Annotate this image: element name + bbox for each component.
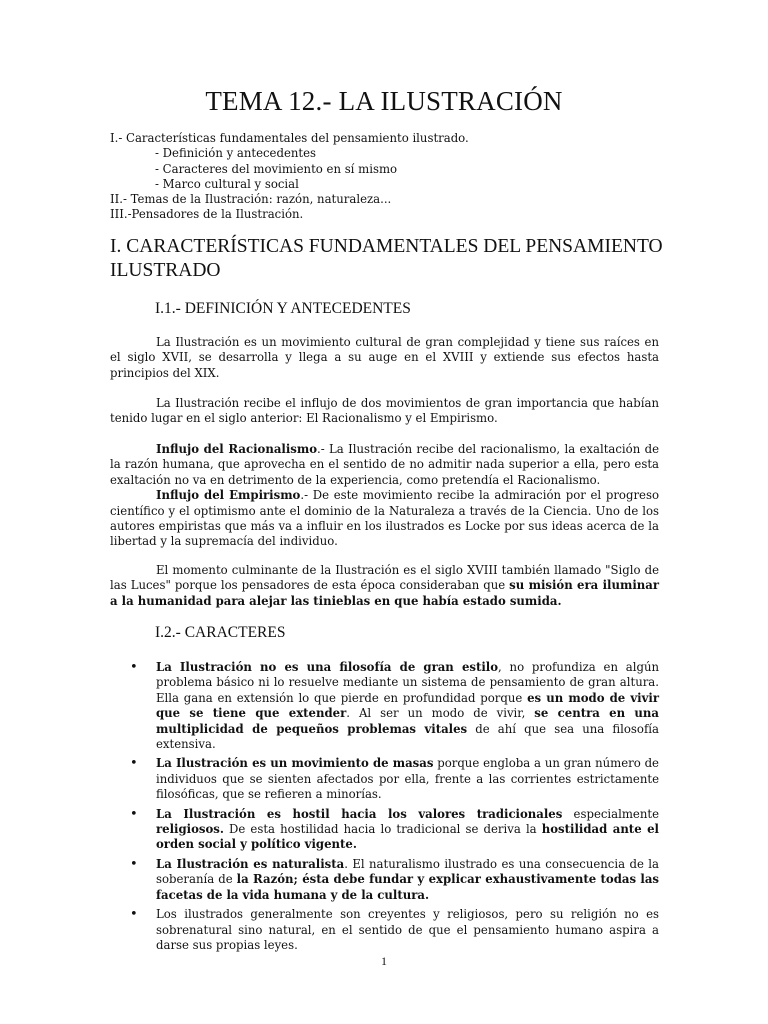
list-text: porque engloba a un gran número de individuos que se sienten afectados por ella, frente a las corrientes estrictamente filosóficas, que se refieren a minorías. (156, 756, 659, 802)
paragraph-siglo-luces (110, 563, 659, 609)
subsection-heading-definicion: I.1.- DEFINICIÓN Y ANTECEDENTES (155, 300, 411, 317)
paragraph-text: El momento culminante de la Ilustración es el siglo XVIII también llamado "Siglo de las Luces" porque los pensadores de esta época consideraban que (110, 563, 659, 593)
bullet-icon: • (130, 806, 138, 822)
list-item (110, 857, 659, 903)
bullet-icon: • (130, 756, 138, 772)
toc-item: - Definición y antecedentes (155, 146, 316, 161)
bullet-icon: • (130, 660, 138, 675)
list-text: . Al ser un modo de vivir, (346, 706, 535, 721)
bullet-icon: • (130, 907, 138, 923)
toc-item: - Caracteres del movimiento en sí mismo (155, 161, 398, 176)
toc-item: I.- Características fundamentales del pensamiento ilustrado. (110, 131, 469, 145)
toc-item: - Marco cultural y social (155, 176, 299, 191)
page-number: 1 (381, 954, 387, 968)
list-text: , no profundiza en algún problema básico ni lo resuelve mediante un sistema de pensamiento de gran altura. Ella gana en extensión lo que pierde en profundidad porque (156, 660, 660, 705)
table-of-contents (110, 131, 469, 223)
bullet-icon: • (130, 856, 138, 872)
bold-term: La Ilustración es hostil hacia los valores tradicionales (156, 806, 563, 821)
list-item (110, 807, 659, 853)
bold-term: La Ilustración es un movimiento de masas (156, 756, 434, 771)
paragraph-racionalismo (110, 442, 659, 488)
bold-term: Influjo del Empirismo (156, 488, 301, 503)
list-item (110, 907, 659, 953)
bold-term: La Ilustración es naturalista (156, 856, 345, 871)
list-item (110, 756, 659, 802)
bullet-list (110, 660, 659, 957)
list-item (110, 660, 659, 752)
toc-item: II.- Temas de la Ilustración: razón, naturaleza... (110, 192, 392, 207)
bold-term: hostilidad ante el orden social y político vigente. (156, 822, 659, 852)
document-title: TEMA 12.- LA ILUSTRACIÓN (205, 86, 563, 116)
bold-term: religiosos. (156, 822, 224, 837)
list-text: especialmente (562, 806, 659, 821)
bold-term: la Razón; ésta debe fundar y explicar exhaustivamente todas las facetas de la vida humana y de la cultura. (156, 872, 659, 902)
paragraph-intro (110, 335, 659, 381)
list-text: De esta hostilidad hacia lo tradicional se deriva la (223, 822, 542, 837)
bold-term: Influjo del Racionalismo (156, 442, 318, 456)
paragraph-text: .- De este movimiento recibe la admiración por el progreso científico y el optimismo ante el dominio de la Naturaleza a través de la Ciencia. Uno de los autores empiristas que más va a influir en los ilustrados es Locke por sus ideas acerca de la libertad y la supremacía del individuo. (110, 488, 659, 549)
paragraph-influjo (110, 396, 659, 427)
paragraph-text (110, 563, 659, 609)
bold-term: es un modo de vivir que se tiene que extender (156, 690, 659, 721)
section-heading: I. CARACTERÍSTICAS FUNDAMENTALES DEL PENSAMIENTO ILUSTRADO (110, 236, 663, 281)
bold-term: su misión era iluminar a la humanidad para alejar las tinieblas en que había estado sumida. (110, 578, 659, 608)
paragraph-racionalismo-empirismo (110, 442, 659, 550)
paragraph-text: La Ilustración recibe el influjo de dos movimientos de gran importancia que habían tenido lugar en el siglo anterior: El Racionalismo y el Empirismo. (110, 396, 659, 426)
paragraph-text: La Ilustración es un movimiento cultural de gran complejidad y tiene sus raíces en el siglo XVII, se desarrolla y llega a su auge en el XVIII y extiende sus efectos hasta principios del XIX. (110, 335, 659, 380)
toc-item: III.-Pensadores de la Ilustración. (110, 207, 304, 222)
bold-term: La Ilustración no es una filosofía de gran estilo (156, 660, 499, 674)
list-text: . El naturalismo ilustrado es una consecuencia de la soberanía de (156, 856, 659, 887)
list-text: Los ilustrados generalmente son creyentes y religiosos, pero su religión no es sobrenatural sino natural, en el sentido de que el pensamiento humano aspira a darse sus propias leyes. (156, 907, 659, 952)
paragraph-empirismo (110, 488, 659, 550)
list-text: de ahí que sea una filosofía extensiva. (156, 721, 659, 752)
paragraph-text: .- La Ilustración recibe del racionalismo, la exaltación de la razón humana, que aprovecha en el sentido de no admitir nada superior a ella, pero esta exaltación no va en detrimento de la experiencia, como pretendía el Racionalismo. (110, 442, 659, 487)
bold-term: se centra en una multiplicidad de pequeños problemas vitales (156, 706, 659, 736)
subsection-heading-caracteres: I.2.- CARACTERES (155, 624, 286, 641)
